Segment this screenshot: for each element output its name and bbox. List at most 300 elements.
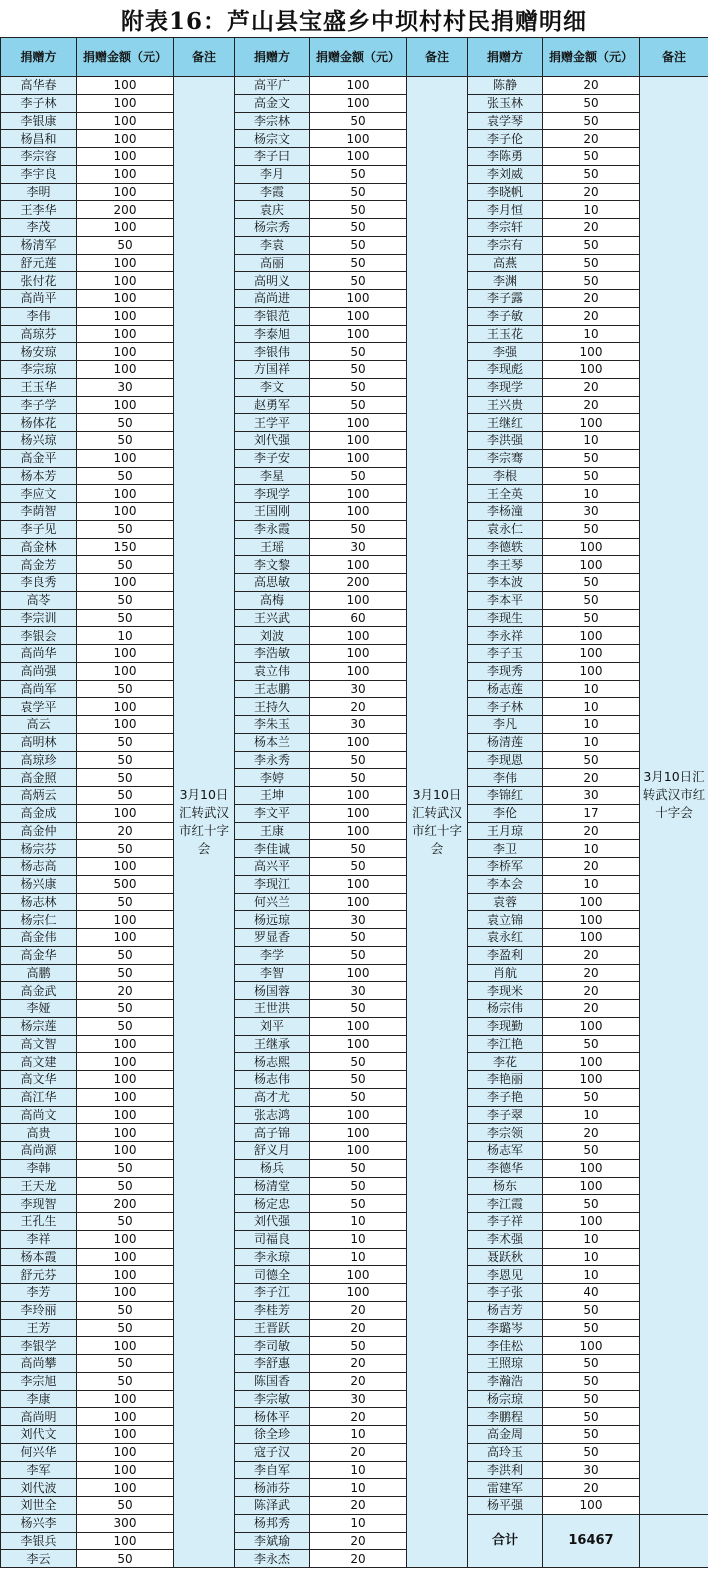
donation-amount: 100 [77, 698, 174, 716]
table-row [1, 964, 708, 982]
donor-name: 李韩 [1, 1159, 77, 1177]
donor-name: 李银范 [235, 307, 310, 325]
donation-amount: 100 [77, 929, 174, 947]
donation-amount: 20 [543, 378, 640, 396]
donor-name: 李良秀 [1, 574, 77, 592]
donor-name: 高金照 [1, 769, 77, 787]
donation-amount: 50 [77, 520, 174, 538]
donor-name: 刘代波 [1, 1479, 77, 1497]
table-row [1, 946, 708, 964]
donation-amount: 100 [77, 503, 174, 521]
donor-name: 李子伦 [468, 130, 543, 148]
donor-name: 高玲玉 [468, 1443, 543, 1461]
donation-amount: 50 [543, 449, 640, 467]
donor-name: 袁学琴 [468, 112, 543, 130]
donation-amount: 50 [310, 183, 407, 201]
donor-name: 王继承 [235, 1035, 310, 1053]
donor-name: 张付花 [1, 272, 77, 290]
donor-name: 杨清堂 [235, 1177, 310, 1195]
donation-amount: 20 [543, 219, 640, 237]
donation-amount: 100 [77, 307, 174, 325]
total-label: 合计 [468, 1514, 543, 1567]
donation-amount: 50 [77, 787, 174, 805]
donation-amount: 100 [543, 361, 640, 379]
table-row [1, 130, 708, 148]
header-note: 备注 [174, 38, 235, 77]
donor-name: 李永杰 [235, 1550, 310, 1568]
donation-amount: 50 [77, 432, 174, 450]
note-cell: 3月10日汇转武汉市红十字会 [407, 77, 468, 1568]
donation-amount: 100 [310, 822, 407, 840]
donation-amount: 100 [77, 449, 174, 467]
donation-amount: 100 [310, 804, 407, 822]
table-row [1, 219, 708, 237]
donor-name: 高才尤 [235, 1088, 310, 1106]
donor-name: 王照琼 [468, 1355, 543, 1373]
donation-amount: 17 [543, 804, 640, 822]
donor-name: 李荫智 [1, 503, 77, 521]
donor-name: 王世洪 [235, 1000, 310, 1018]
donation-amount: 30 [310, 716, 407, 734]
donor-name: 李星 [235, 467, 310, 485]
donor-name: 李学 [235, 946, 310, 964]
table-row [1, 645, 708, 663]
donor-name: 李宗林 [235, 112, 310, 130]
donor-name: 高尚攀 [1, 1355, 77, 1373]
donor-name: 李明 [1, 183, 77, 201]
header-note: 备注 [640, 38, 708, 77]
donation-amount: 50 [77, 1372, 174, 1390]
donor-name: 李渊 [468, 272, 543, 290]
donation-amount: 50 [543, 751, 640, 769]
donor-name: 李江艳 [468, 1035, 543, 1053]
table-row [1, 911, 708, 929]
donation-amount: 100 [310, 1124, 407, 1142]
donor-name: 刘代强 [235, 432, 310, 450]
donor-name: 李现彪 [468, 361, 543, 379]
donor-name: 李永霞 [235, 520, 310, 538]
donation-amount: 100 [77, 911, 174, 929]
donation-amount: 100 [77, 1390, 174, 1408]
donor-name: 高尚源 [1, 1142, 77, 1160]
donor-name: 王瑶 [235, 538, 310, 556]
donation-amount: 50 [77, 1550, 174, 1568]
donation-amount: 50 [310, 201, 407, 219]
table-row [1, 893, 708, 911]
donor-name: 李术强 [468, 1230, 543, 1248]
donor-name: 高炳云 [1, 787, 77, 805]
donation-amount: 20 [543, 290, 640, 308]
donation-amount: 100 [77, 716, 174, 734]
donor-name: 杨宗伟 [468, 1000, 543, 1018]
donation-amount: 50 [310, 254, 407, 272]
donation-amount: 100 [77, 343, 174, 361]
donation-amount: 10 [543, 1106, 640, 1124]
donor-name: 李鹏程 [468, 1408, 543, 1426]
donor-name: 聂跃秋 [468, 1248, 543, 1266]
donor-name: 李银学 [1, 1337, 77, 1355]
donation-amount: 100 [543, 1159, 640, 1177]
donation-amount: 50 [310, 946, 407, 964]
donation-amount: 10 [543, 680, 640, 698]
donor-name: 司福良 [235, 1230, 310, 1248]
donor-name: 杨平强 [468, 1497, 543, 1515]
table-row [1, 325, 708, 343]
donation-amount: 100 [543, 1177, 640, 1195]
donor-name: 李刘威 [468, 165, 543, 183]
donation-amount: 100 [77, 130, 174, 148]
donor-name: 高金伟 [1, 929, 77, 947]
table-row [1, 1000, 708, 1018]
donation-amount: 50 [77, 591, 174, 609]
donation-amount: 100 [543, 627, 640, 645]
donor-name: 李子翠 [468, 1106, 543, 1124]
donor-name: 高金文 [235, 94, 310, 112]
donor-name: 王志鹏 [235, 680, 310, 698]
donor-name: 高贵 [1, 1124, 77, 1142]
donation-amount: 30 [543, 787, 640, 805]
donation-amount: 100 [77, 254, 174, 272]
table-row [1, 627, 708, 645]
donor-name: 袁庆 [235, 201, 310, 219]
donor-name: 李宗有 [468, 236, 543, 254]
table-row [1, 1142, 708, 1160]
donor-name: 王国刚 [235, 503, 310, 521]
table-row [1, 769, 708, 787]
donor-name: 李子林 [1, 94, 77, 112]
note-cell: 3月10日汇转武汉市红十字会 [640, 77, 708, 1515]
donor-name: 杨本兰 [235, 733, 310, 751]
donation-amount: 10 [543, 698, 640, 716]
donor-name: 高燕 [468, 254, 543, 272]
table-row [1, 1035, 708, 1053]
donor-name: 雷建军 [468, 1479, 543, 1497]
donation-amount: 100 [77, 112, 174, 130]
donor-name: 高金林 [1, 538, 77, 556]
table-row [1, 733, 708, 751]
donation-amount: 100 [77, 1337, 174, 1355]
donor-name: 王天龙 [1, 1177, 77, 1195]
table-row [1, 467, 708, 485]
donation-amount: 10 [310, 1426, 407, 1444]
donation-amount: 100 [77, 1053, 174, 1071]
donation-amount: 20 [543, 964, 640, 982]
donor-name: 李现智 [1, 1195, 77, 1213]
donor-name: 杨安琼 [1, 343, 77, 361]
donation-amount: 30 [543, 503, 640, 521]
donor-name: 李永琼 [235, 1248, 310, 1266]
donor-name: 李自军 [235, 1461, 310, 1479]
donation-amount: 50 [310, 1177, 407, 1195]
donation-amount: 50 [77, 1497, 174, 1515]
donation-amount: 50 [310, 219, 407, 237]
donor-name: 高金武 [1, 982, 77, 1000]
donation-amount: 50 [543, 1390, 640, 1408]
table-row [1, 1017, 708, 1035]
donation-amount: 10 [543, 716, 640, 734]
donor-name: 李宗领 [468, 1124, 543, 1142]
donation-amount: 100 [77, 1443, 174, 1461]
donation-amount: 100 [77, 858, 174, 876]
donation-amount: 100 [310, 94, 407, 112]
donation-amount: 50 [543, 272, 640, 290]
donor-name: 李茂 [1, 219, 77, 237]
table-row [1, 77, 708, 95]
table-row [1, 1071, 708, 1089]
donor-name: 高思敏 [235, 574, 310, 592]
table-body [1, 77, 708, 1568]
table-row [1, 698, 708, 716]
donation-amount: 100 [543, 1053, 640, 1071]
donation-amount: 50 [310, 929, 407, 947]
donation-amount: 100 [543, 1071, 640, 1089]
donor-name: 李斌瑜 [235, 1532, 310, 1550]
donation-amount: 50 [77, 467, 174, 485]
donor-name: 李伟 [1, 307, 77, 325]
donor-name: 李宗容 [1, 148, 77, 166]
donation-amount: 100 [77, 219, 174, 237]
donation-amount: 10 [543, 733, 640, 751]
total-value: 16467 [543, 1514, 640, 1567]
donor-name: 杨志伟 [235, 1071, 310, 1089]
donation-amount: 50 [77, 751, 174, 769]
table-row [1, 1319, 708, 1337]
table-row [1, 485, 708, 503]
donation-amount: 50 [77, 964, 174, 982]
donation-amount: 10 [543, 1230, 640, 1248]
table-row [1, 875, 708, 893]
donation-amount: 20 [543, 1000, 640, 1018]
donation-amount: 50 [310, 361, 407, 379]
donor-name: 李智 [235, 964, 310, 982]
donation-amount: 100 [543, 556, 640, 574]
donor-name: 李银伟 [235, 343, 310, 361]
table-row [1, 1301, 708, 1319]
donation-amount: 50 [543, 112, 640, 130]
table-row [1, 929, 708, 947]
donation-amount: 100 [310, 485, 407, 503]
donor-name: 李璐岑 [468, 1319, 543, 1337]
donor-name: 高尚进 [235, 290, 310, 308]
donation-amount: 50 [310, 1000, 407, 1018]
donation-amount: 100 [310, 148, 407, 166]
donation-amount: 100 [310, 432, 407, 450]
donor-name: 李袁 [235, 236, 310, 254]
donation-amount: 50 [543, 574, 640, 592]
donation-amount: 50 [310, 1088, 407, 1106]
table-row [1, 378, 708, 396]
donation-amount: 20 [543, 1479, 640, 1497]
table-row [1, 982, 708, 1000]
donation-amount: 50 [310, 165, 407, 183]
donor-name: 高金平 [1, 449, 77, 467]
donation-amount: 100 [543, 1213, 640, 1231]
donor-name: 李桥军 [468, 858, 543, 876]
donation-amount: 100 [77, 361, 174, 379]
donation-amount: 100 [77, 485, 174, 503]
table-row [1, 201, 708, 219]
donation-amount: 50 [543, 1142, 640, 1160]
donor-name: 张玉林 [468, 94, 543, 112]
donor-name: 徐全珍 [235, 1426, 310, 1444]
donation-amount: 200 [310, 574, 407, 592]
donor-name: 李本平 [468, 591, 543, 609]
donation-amount: 100 [310, 556, 407, 574]
table-row [1, 1443, 708, 1461]
table-row [1, 432, 708, 450]
donation-amount: 100 [77, 1461, 174, 1479]
donor-name: 刘代强 [235, 1213, 310, 1231]
donation-amount: 10 [310, 1479, 407, 1497]
table-row [1, 272, 708, 290]
donation-amount: 50 [310, 112, 407, 130]
donor-name: 方国祥 [235, 361, 310, 379]
donation-amount: 50 [543, 1355, 640, 1373]
donation-amount: 500 [77, 875, 174, 893]
donor-name: 李子学 [1, 396, 77, 414]
donor-name: 李洪强 [468, 432, 543, 450]
donor-name: 袁立伟 [235, 662, 310, 680]
donor-name: 李子安 [235, 449, 310, 467]
table-row [1, 236, 708, 254]
donation-amount: 50 [543, 591, 640, 609]
table-row [1, 822, 708, 840]
table-row [1, 449, 708, 467]
donation-amount: 50 [77, 1017, 174, 1035]
donation-amount: 100 [310, 503, 407, 521]
donation-amount: 30 [77, 378, 174, 396]
donation-amount: 100 [77, 1284, 174, 1302]
donation-amount: 20 [543, 396, 640, 414]
donor-name: 李根 [468, 467, 543, 485]
donor-name: 李娅 [1, 1000, 77, 1018]
donor-name: 李永秀 [235, 751, 310, 769]
donor-name: 杨本霞 [1, 1248, 77, 1266]
donor-name: 李文平 [235, 804, 310, 822]
donation-amount: 20 [543, 183, 640, 201]
donor-name: 高尚平 [1, 290, 77, 308]
donor-name: 李子艳 [468, 1088, 543, 1106]
table-row [1, 290, 708, 308]
donor-name: 杨志林 [1, 893, 77, 911]
donor-name: 刘世全 [1, 1497, 77, 1515]
donation-amount: 50 [543, 1319, 640, 1337]
donation-amount: 50 [77, 840, 174, 858]
donor-name: 杨宗文 [235, 130, 310, 148]
donor-name: 高金仲 [1, 822, 77, 840]
donation-amount: 100 [77, 148, 174, 166]
table-row [1, 1213, 708, 1231]
donor-name: 李恩见 [468, 1266, 543, 1284]
donor-name: 李凡 [468, 716, 543, 734]
donation-amount: 20 [310, 1408, 407, 1426]
donor-name: 李陈勇 [468, 148, 543, 166]
donor-name: 高子锦 [235, 1124, 310, 1142]
donor-name: 李佳松 [468, 1337, 543, 1355]
donor-name: 李康 [1, 1390, 77, 1408]
donor-name: 高鹏 [1, 964, 77, 982]
donation-amount: 100 [310, 449, 407, 467]
donation-amount: 100 [77, 1071, 174, 1089]
donor-name: 杨国蓉 [235, 982, 310, 1000]
donor-name: 李锦红 [468, 787, 543, 805]
donor-name: 舒元莲 [1, 254, 77, 272]
donation-amount: 100 [77, 183, 174, 201]
donation-amount: 50 [310, 751, 407, 769]
donor-name: 高明义 [235, 272, 310, 290]
table-row [1, 1372, 708, 1390]
donor-name: 李云 [1, 1550, 77, 1568]
donor-name: 李宗琼 [1, 361, 77, 379]
donor-name: 李德轶 [468, 538, 543, 556]
donation-amount: 20 [543, 946, 640, 964]
donation-amount: 50 [77, 609, 174, 627]
table-row [1, 183, 708, 201]
donor-name: 高尚明 [1, 1408, 77, 1426]
donor-name: 李祥 [1, 1230, 77, 1248]
donor-name: 李杨潼 [468, 503, 543, 521]
donation-amount: 20 [310, 1372, 407, 1390]
donation-amount: 20 [543, 77, 640, 95]
donor-name: 李应文 [1, 485, 77, 503]
donor-name: 陈国香 [235, 1372, 310, 1390]
donation-amount: 50 [310, 1159, 407, 1177]
donation-amount: 100 [310, 875, 407, 893]
donation-amount: 100 [77, 574, 174, 592]
donor-name: 李现学 [468, 378, 543, 396]
table-row [1, 574, 708, 592]
donor-name: 李现秀 [468, 662, 543, 680]
table-row [1, 414, 708, 432]
table-row [1, 1337, 708, 1355]
donation-amount: 10 [543, 432, 640, 450]
donation-amount: 50 [543, 609, 640, 627]
table-row [1, 680, 708, 698]
donor-name: 李宗敏 [235, 1390, 310, 1408]
donor-name: 高琼芬 [1, 325, 77, 343]
header-donor: 捐赠方 [235, 38, 310, 77]
donor-name: 杨定忠 [235, 1195, 310, 1213]
donation-amount: 50 [543, 1408, 640, 1426]
donor-name: 王兴贵 [468, 396, 543, 414]
donation-amount: 30 [310, 982, 407, 1000]
donation-amount: 50 [543, 1301, 640, 1319]
header-row [1, 38, 708, 77]
donation-amount: 200 [77, 201, 174, 219]
donation-amount: 50 [310, 467, 407, 485]
donor-name: 杨宗琼 [468, 1390, 543, 1408]
donation-amount: 50 [543, 467, 640, 485]
header-donor: 捐赠方 [1, 38, 77, 77]
donation-amount: 100 [77, 1230, 174, 1248]
donation-amount: 50 [310, 858, 407, 876]
donor-name: 王玉华 [1, 378, 77, 396]
table-row [1, 1230, 708, 1248]
donation-amount: 20 [77, 822, 174, 840]
donation-amount: 50 [543, 1426, 640, 1444]
donation-amount: 20 [310, 1532, 407, 1550]
donor-name: 刘波 [235, 627, 310, 645]
donation-amount: 100 [77, 662, 174, 680]
donation-amount: 40 [543, 1284, 640, 1302]
donation-amount: 10 [310, 1230, 407, 1248]
donation-amount: 100 [543, 1017, 640, 1035]
donor-name: 高金周 [468, 1426, 543, 1444]
donor-name: 罗显香 [235, 929, 310, 947]
donor-name: 杨志军 [468, 1142, 543, 1160]
table-row [1, 591, 708, 609]
table-row [1, 1195, 708, 1213]
